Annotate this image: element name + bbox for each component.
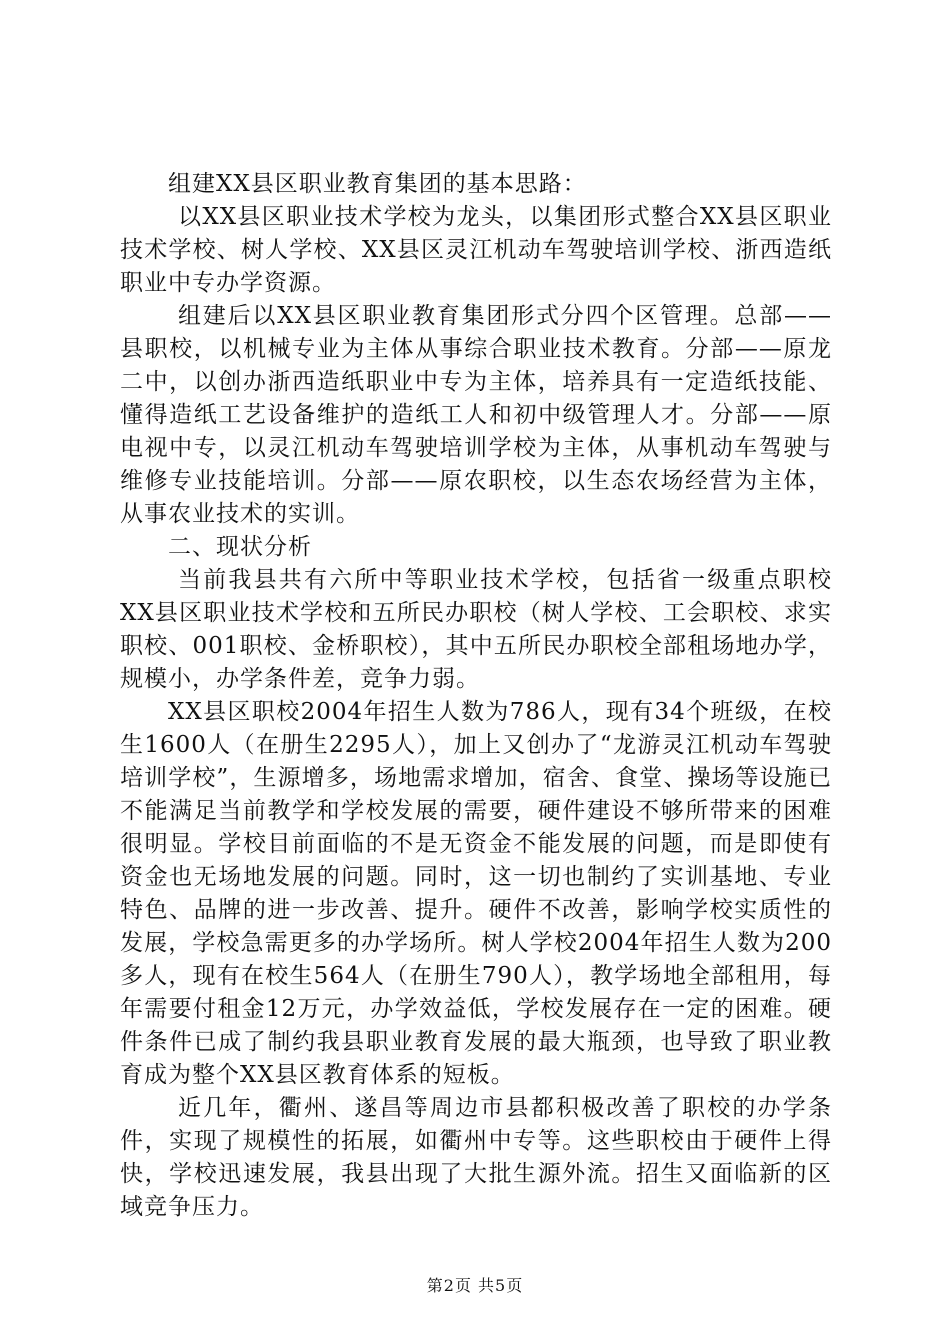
paragraph-group-structure: 组建后以XX县区职业教育集团形式分四个区管理。总部——县职校，以机械专业为主体从事综合职业技术教育。分部——原龙二中，以创办浙西造纸职业中专为主体，培养具有一定造纸技能、懂得造纸工艺设备维护的造纸工人和初中级管理人才。分部——原电视中专，以灵江机动车驾驶培训学校为主体，从事机动车驾驶与维修专业技能培训。分部——原农职校，以生态农场经营为主体，从事农业技术的实训。 — [120, 303, 832, 527]
paragraph-current-schools: 当前我县共有六所中等职业技术学校，包括省一级重点职校XX县区职业技术学校和五所民办职校（树人学校、工会职校、求实职校、001职校、金桥职校），其中五所民办职校全部租场地办学，规模小，办学条件差，竞争力弱。 — [120, 567, 832, 692]
page-footer: 第2页 共5页 — [426, 1276, 524, 1295]
paragraph-county-vocational-school: XX县区职校2004年招生人数为786人，现有34个班级，在校生1600人（在册生2295人），加上又创办了“龙游灵江机动车驾驶培训学校”，生源增多，场地需求增加，宿舍、食堂、操场等设施已不能满足当前教学和学校发展的需要，硬件建设不够所带来的困难很明显。学校目前面临的不是无资金不能发展的问题，而是即使有资金也无场地发展的问题。同时，这一切也制约了实训基地、专业特色、品牌的进一步改善、提升。硬件不改善，影响学校实质性的发展，学校急需更多的办学场所。树人学校2004年招生人数为200多人，现有在校生564人（在册生790人），教学场地全部租用，每年需要付租金12万元，办学效益低，学校发展存在一定的困难。硬件条件已成了制约我县职业教育发展的最大瓶颈，也导致了职业教育成为整个XX县区教育体系的短板。 — [120, 699, 832, 1088]
document-body — [120, 168, 832, 1224]
section-intro-heading: 组建XX县区职业教育集团的基本思路： — [168, 171, 587, 197]
paragraph-regional-competition: 近几年，衢州、遂昌等周边市县都积极改善了职校的办学条件，实现了规模性的拓展，如衢州中专等。这些职校由于硬件上得快，学校迅速发展，我县出现了大批生源外流。招生又面临新的区域竞争压力。 — [120, 1095, 832, 1220]
paragraph-group-integration: 以XX县区职业技术学校为龙头，以集团形式整合XX县区职业技术学校、树人学校、XX县区灵江机动车驾驶培训学校、浙西造纸职业中专办学资源。 — [120, 204, 832, 296]
section-heading-status-analysis: 二、现状分析 — [168, 534, 312, 560]
